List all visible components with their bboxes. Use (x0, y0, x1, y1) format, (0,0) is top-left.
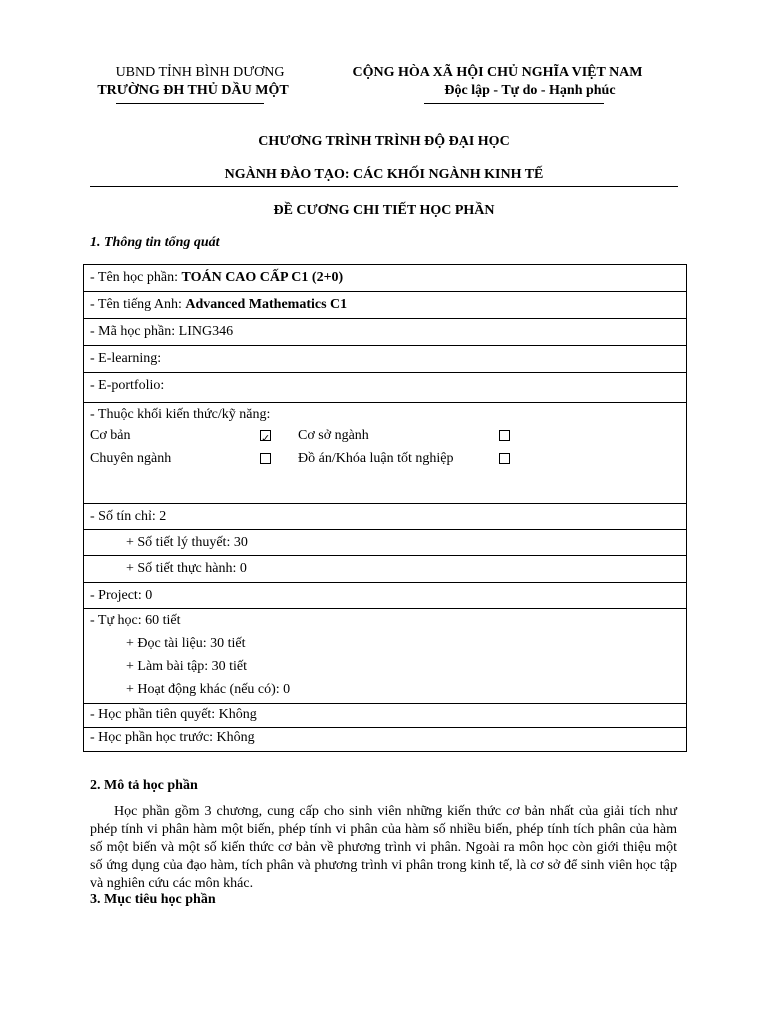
course-name-row (84, 265, 686, 292)
province-name: UBND TỈNH BÌNH DƯƠNG (115, 65, 285, 80)
program-title: CHƯƠNG TRÌNH TRÌNH ĐỘ ĐẠI HỌC (258, 134, 510, 149)
option-thesis-checkbox[interactable] (499, 453, 510, 464)
national-motto: Độc lập - Tự do - Hạnh phúc (444, 83, 616, 98)
reading-hours: + Đọc tài liệu: 30 tiết (126, 636, 246, 651)
project-row (84, 583, 686, 609)
course-name-value: TOÁN CAO CẤP C1 (2+0) (181, 270, 344, 285)
previous-course: - Học phần học trước: Không (90, 730, 255, 745)
course-name-label: - Tên học phần: (90, 270, 182, 285)
course-code-row (84, 319, 686, 346)
english-name-label: - Tên tiếng Anh: (90, 297, 186, 312)
elearning-label: - E-learning: (90, 351, 162, 366)
exercise-hours: + Làm bài tập: 30 tiết (126, 659, 248, 674)
prerequisite: - Học phần tiên quyết: Không (90, 707, 257, 722)
theory-row (84, 530, 686, 556)
self-study-row (84, 609, 686, 704)
knowledge-block-label: - Thuộc khối kiến thức/kỹ năng: (90, 407, 271, 422)
knowledge-block-row (84, 403, 686, 504)
credits: - Số tín chỉ: 2 (90, 509, 167, 524)
english-name-row (84, 292, 686, 319)
section3-heading: 3. Mục tiêu học phần (90, 892, 216, 907)
self-study-hours: - Tự học: 60 tiết (90, 613, 181, 628)
theory-hours: + Số tiết lý thuyết: 30 (126, 535, 248, 550)
elearning-row (84, 346, 686, 373)
course-code: - Mã học phần: LING346 (90, 324, 234, 339)
practice-row (84, 556, 686, 583)
country-name: CỘNG HÒA XÃ HỘI CHỦ NGHĨA VIỆT NAM (352, 65, 643, 80)
option-basic-label: Cơ bản (90, 428, 131, 443)
option-thesis-label: Đồ án/Khóa luận tốt nghiệp (298, 451, 454, 466)
option-specialized-label: Chuyên ngành (90, 451, 172, 466)
prerequisite-row (84, 704, 686, 728)
previous-course-row (84, 728, 686, 751)
option-foundation-checkbox[interactable] (499, 430, 510, 441)
option-specialized-checkbox[interactable] (260, 453, 271, 464)
practice-hours: + Số tiết thực hành: 0 (126, 561, 247, 576)
eportfolio-label: - E-portfolio: (90, 378, 165, 393)
option-basic-checkbox[interactable] (260, 430, 271, 441)
section2-heading: 2. Mô tả học phần (90, 778, 198, 793)
university-underline (116, 103, 264, 104)
eportfolio-row (84, 373, 686, 403)
project-hours: - Project: 0 (90, 588, 153, 603)
major-title: NGÀNH ĐÀO TẠO: CÁC KHỐI NGÀNH KINH TẾ (224, 167, 544, 182)
course-info-table (83, 264, 687, 752)
english-name-value: Advanced Mathematics C1 (185, 297, 348, 312)
section1-heading: 1. Thông tin tổng quát (90, 235, 220, 250)
credits-row (84, 504, 686, 530)
title-divider (90, 186, 678, 187)
motto-underline (424, 103, 604, 104)
other-activity-hours: + Hoạt động khác (nếu có): 0 (126, 682, 291, 697)
outline-title: ĐỀ CƯƠNG CHI TIẾT HỌC PHẦN (273, 203, 495, 218)
university-name: TRƯỜNG ĐH THỦ DẦU MỘT (97, 83, 289, 98)
option-foundation-label: Cơ sở ngành (298, 428, 369, 443)
course-description: Học phần gồm 3 chương, cung cấp cho sinh viên những kiến thức cơ bản nhất của giải tích như phép tính vi phân hàm một biến, phép tính vi phân của hàm số nhiều biến, phép tính tích phân của hàm số một biến và một số kiến thức cơ bản về phương trình vi phân. Ngoài ra môn học còn giới thiệu một số ứng dụng của đạo hàm, tích phân và phương trình vi phân trong kinh tế, là cơ sở để sinh viên học tập và nghiên cứu các môn khác. (90, 804, 677, 891)
